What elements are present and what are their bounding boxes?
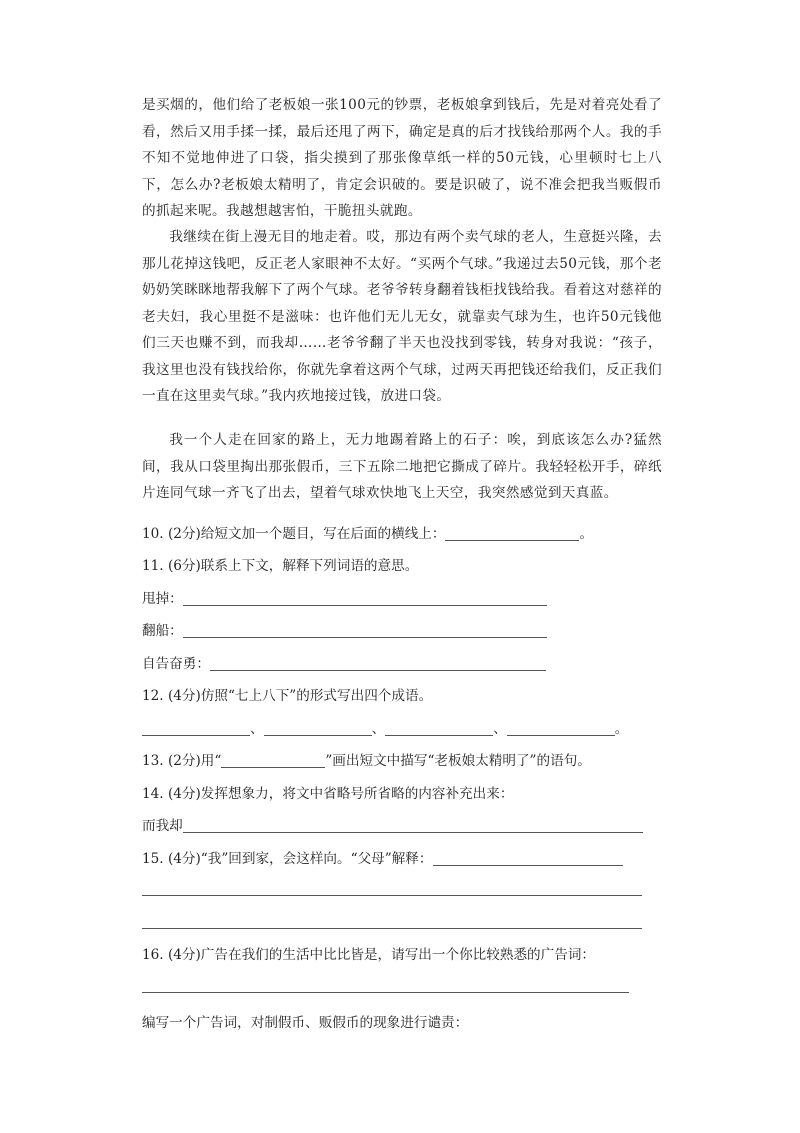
question-15-text: 15. (4分)“我”回到家，会这样向。“父母”解释： bbox=[142, 851, 433, 867]
question-15-answer-line-3[interactable] bbox=[142, 928, 642, 929]
story-paragraph-1: 是买烟的，他们给了老板娘一张100元的钞票，老板娘拿到钱后，先是对着亮处看了看，然后又用手揉一揉，最后还甩了两下，确定是真的后才找钱给那两个人。我的手不知不觉地伸进了口袋，指尖摸到了那张像草纸一样的50元钱，心里顿时七上八下，怎么办?老板娘太精明了，肯定会识破的。要是识破了，说不准会把我当贩假币的抓起来呢。我越想越害怕，干脆扭头就跑。 bbox=[142, 97, 662, 219]
question-10 bbox=[142, 524, 593, 544]
question-12-separator-3: 、 bbox=[493, 721, 507, 737]
story-paragraph-3: 我一个人走在回家的路上，无力地踢着路上的石子：唉，到底该怎么办?猛然间，我从口袋里掏出那张假币，三下五除二地把它撕成了碎片。我轻轻松开手，碎纸片连同气球一齐飞了出去，望着气球欢快地飞上天空，我突然感觉到天真蓝。 bbox=[142, 432, 662, 501]
question-12-answer-line-4[interactable] bbox=[507, 721, 615, 736]
question-14-answer bbox=[142, 816, 643, 836]
question-10-answer-line[interactable] bbox=[445, 526, 579, 541]
question-16-answer-line[interactable] bbox=[142, 992, 629, 993]
question-12-answers bbox=[142, 719, 628, 739]
question-12-answer-line-1[interactable] bbox=[142, 721, 250, 736]
question-13-text-b: ”画出短文中描写“老板娘太精明了”的语句。 bbox=[325, 753, 591, 769]
story-paragraph-2: 我继续在街上漫无目的地走着。哎，那边有两个卖气球的老人，生意挺兴隆，去那儿花掉这钱吧，反正老人家眼神不太好。“买两个气球。”我递过去50元钱，那个老奶奶笑眯眯地帮我解下了两个气球。老爷爷转身翻着钱柜找钱给我。看着这对慈祥的老夫妇，我心里挺不是滋味：也许他们无儿无女，就靠卖气球为生，也许50元钱他们三天也赚不到，而我却……老爷爷翻了半天也没找到零钱，转身对我说：“孩子，我这里也没有钱找给你，你就先拿着这两个气球，过两天再把钱还给我们，反正我们一直在这里卖气球。”我内疚地接过钱，放进口袋。 bbox=[142, 229, 662, 404]
question-11: 11. (6分)联系上下文，解释下列词语的意思。 bbox=[142, 558, 419, 574]
question-15-answer-line-1[interactable] bbox=[433, 851, 623, 866]
question-11-word-1 bbox=[142, 589, 547, 609]
question-15-answer-line-2[interactable] bbox=[142, 895, 642, 896]
question-12-end: 。 bbox=[614, 721, 629, 737]
question-13-mark-line bbox=[221, 753, 325, 768]
question-16: 16. (4分)广告在我们的生活中比比皆是，请写出一个你比较熟悉的广告词： bbox=[142, 947, 596, 963]
question-11-word-3-answer-line[interactable] bbox=[210, 656, 546, 671]
question-12: 12. (4分)仿照“七上八下”的形式写出四个成语。 bbox=[142, 688, 433, 704]
question-11-word-3-label: 自告奋勇： bbox=[142, 656, 210, 672]
question-12-answer-line-2[interactable] bbox=[264, 721, 372, 736]
question-14-answer-line[interactable] bbox=[183, 818, 643, 833]
question-13-text-a: 13. (2分)用“ bbox=[142, 753, 222, 769]
question-10-end: 。 bbox=[579, 526, 594, 542]
question-10-text: 10. (2分)给短文加一个题目，写在后面的横线上： bbox=[142, 526, 446, 542]
question-14: 14. (4分)发挥想象力，将文中省略号所省略的内容补充出来： bbox=[142, 786, 514, 802]
question-12-separator-2: 、 bbox=[371, 721, 386, 737]
question-15 bbox=[142, 849, 623, 869]
question-12-answer-line-3[interactable] bbox=[385, 721, 493, 736]
question-13 bbox=[142, 751, 591, 771]
question-16-part-b: 编写一个广告词，对制假币、贩假币的现象进行谴责： bbox=[142, 1015, 469, 1031]
question-11-word-1-label: 甩掉： bbox=[142, 591, 183, 607]
question-11-word-3 bbox=[142, 654, 546, 674]
question-14-prefix: 而我却 bbox=[142, 818, 183, 834]
question-11-word-2-answer-line[interactable] bbox=[183, 623, 547, 638]
question-12-separator-1: 、 bbox=[250, 721, 264, 737]
question-11-word-1-answer-line[interactable] bbox=[183, 591, 547, 606]
question-11-word-2 bbox=[142, 621, 547, 641]
question-11-word-2-label: 翻船： bbox=[142, 623, 183, 639]
